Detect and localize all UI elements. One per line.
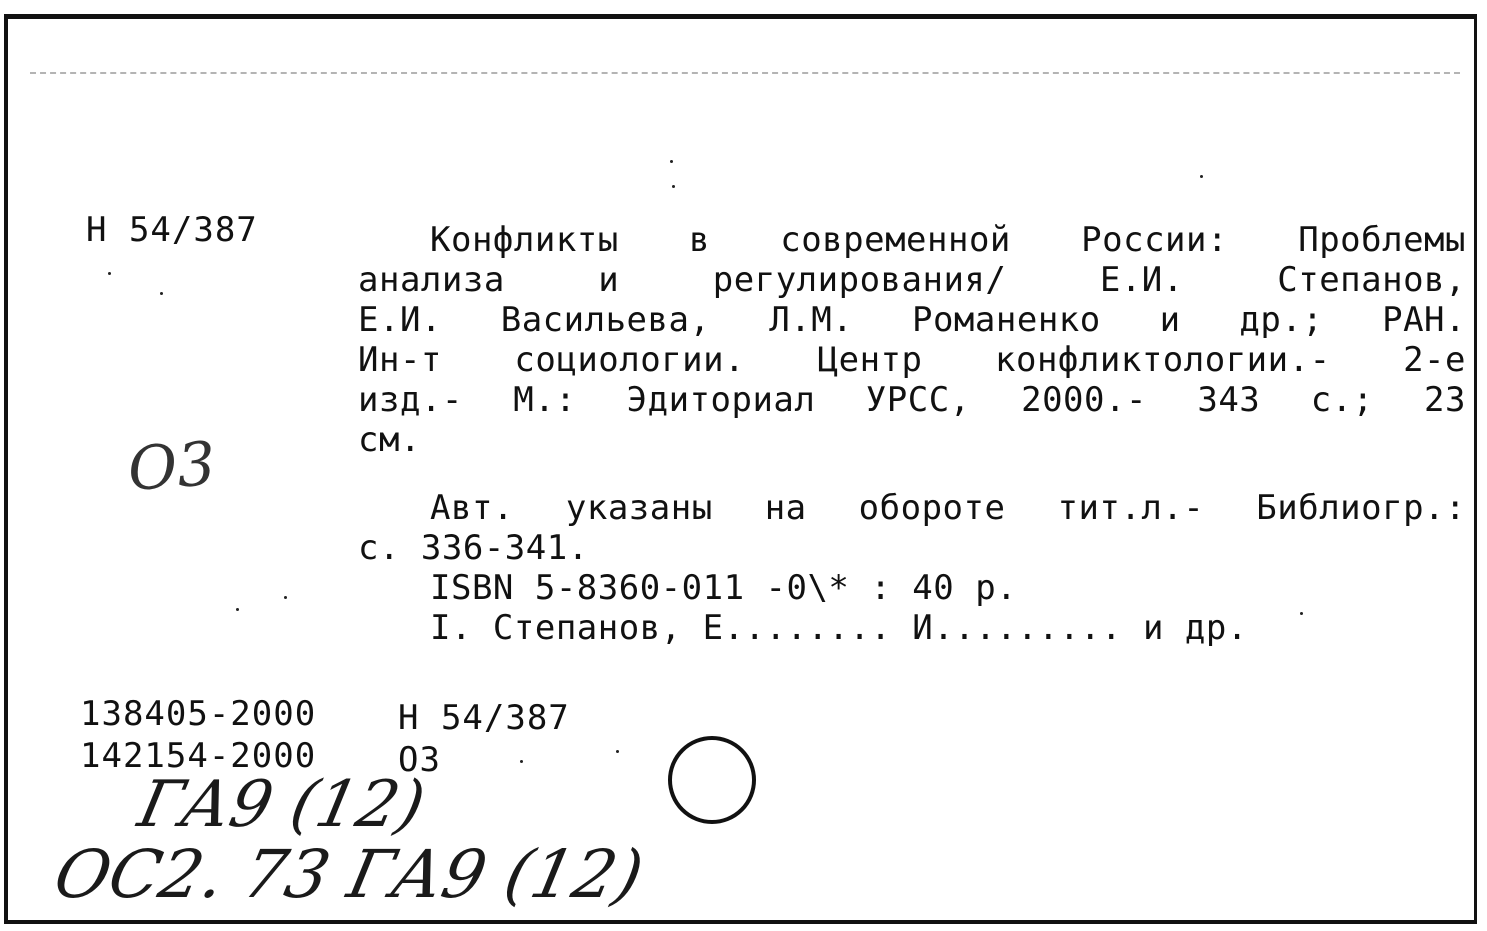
note-line: с. 336-341. — [358, 528, 589, 568]
entry-line: анализа и регулирования/ Е.И. Степанов, — [358, 260, 1466, 300]
note-line: ISBN 5-8360-011 -0\* : 40 р. — [430, 568, 1018, 608]
call-number-top: Н 54/387 — [86, 210, 258, 250]
scan-speck — [1200, 175, 1203, 178]
scan-speck — [616, 750, 619, 753]
entry-line: Е.И. Васильева, Л.М. Романенко и др.; РАН. — [358, 300, 1466, 340]
scan-speck — [236, 608, 239, 611]
entry-line: см. — [358, 420, 421, 460]
bibliographic-entry — [358, 220, 1466, 460]
scan-speck — [520, 760, 523, 763]
punch-hole-circle — [668, 736, 756, 824]
scan-speck — [108, 272, 111, 275]
handwritten-line-1: ГА9 (12) — [132, 768, 432, 842]
entry-notes — [358, 488, 1466, 648]
note-line: I. Степанов, Е........ И......... и др. — [430, 608, 1248, 648]
shelf-mark: Н 54/387 — [398, 698, 570, 738]
scan-speck — [284, 596, 287, 599]
entry-line: Ин-т социологии. Центр конфликтологии.- 2-е — [358, 340, 1466, 380]
note-line: Авт. указаны на обороте тит.л.- Библиогр.: — [430, 488, 1466, 528]
scan-speck — [672, 185, 675, 188]
inventory-number: 142154-2000 — [80, 736, 317, 776]
top-dashed-rule — [30, 72, 1460, 74]
entry-line: изд.- М.: Эдиториал УРСС, 2000.- 343 с.; 23 — [358, 380, 1466, 420]
inventory-number: 138405-2000 — [80, 694, 317, 734]
scan-speck — [1300, 612, 1303, 615]
handwritten-line-2: ОС2. 73 ГА9 (12) — [47, 836, 650, 913]
entry-line: Конфликты в современной России: Проблемы — [430, 220, 1466, 260]
shelf-mark: О3 — [398, 740, 441, 780]
handwritten-margin-mark: О3 — [125, 429, 218, 505]
scan-speck — [160, 292, 163, 295]
scan-speck — [670, 160, 673, 163]
